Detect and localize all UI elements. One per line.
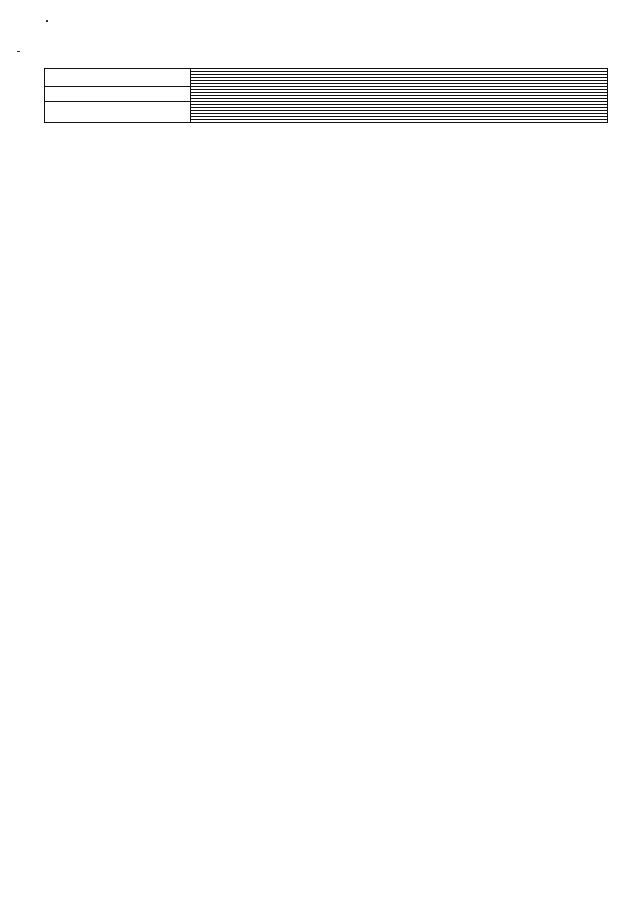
section-title-required-skills [45, 87, 191, 102]
section-title-labor-actions [45, 69, 191, 87]
scan-dot-top [46, 20, 48, 22]
qualification-table [44, 68, 608, 123]
section-title-required-knowledge [45, 102, 191, 123]
list-item [191, 120, 608, 123]
scan-dot-left [17, 51, 20, 52]
